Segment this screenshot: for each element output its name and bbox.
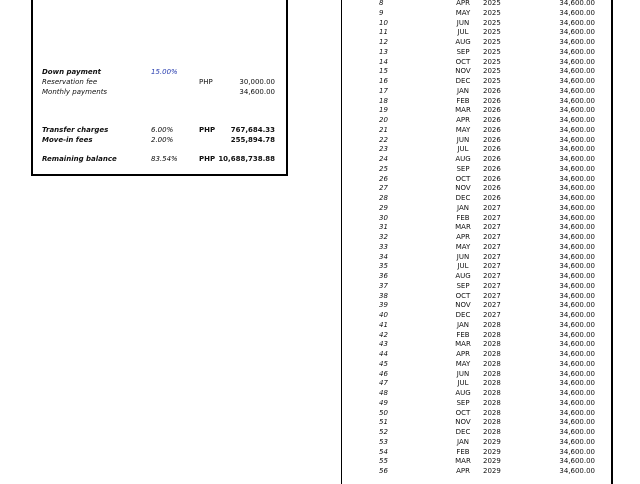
installment-month: DEC (455, 77, 471, 85)
installment-year: 2027 (483, 311, 501, 319)
remaining-balance-currency: PHP (199, 155, 216, 163)
schedule-row (342, 116, 611, 126)
installment-year: 2028 (483, 359, 501, 368)
installment-amount: 34,600.00 (559, 116, 595, 124)
schedule-row (342, 67, 611, 77)
installment-amount: 34,600.00 (559, 213, 595, 222)
installment-number: 53 (379, 437, 388, 446)
installment-month: FEB (456, 330, 470, 339)
installment-year: 2027 (483, 242, 501, 251)
installment-year: 2029 (483, 447, 501, 456)
installment-month: JAN (457, 86, 469, 95)
installment-amount: 34,600.00 (559, 408, 595, 417)
installment-number: 32 (379, 233, 388, 241)
schedule-row (342, 77, 611, 87)
installment-number: 49 (379, 398, 388, 407)
installment-number: 48 (379, 389, 388, 397)
down-payment-pct[interactable]: 15.00% (151, 68, 178, 76)
installment-month: SEP (456, 398, 470, 407)
installment-number: 26 (379, 174, 388, 183)
installment-number: 23 (379, 145, 388, 154)
installment-year: 2028 (483, 320, 501, 329)
installment-number: 36 (379, 272, 388, 280)
schedule-row (342, 301, 611, 311)
installment-year: 2025 (483, 18, 501, 27)
installment-month: SEP (456, 281, 470, 290)
installment-year: 2027 (483, 213, 501, 222)
installment-year: 2028 (483, 428, 501, 436)
installment-year: 2026 (483, 106, 501, 115)
installment-month: OCT (455, 174, 471, 183)
installment-number: 8 (379, 0, 384, 7)
down-payment-label: Down payment (42, 68, 101, 76)
installment-month: APR (456, 233, 470, 241)
installment-year: 2025 (483, 47, 501, 56)
installment-month: JUL (457, 262, 469, 271)
installment-number: 54 (379, 447, 388, 456)
payment-summary-box (31, 0, 288, 176)
installment-number: 15 (379, 67, 388, 76)
installment-number: 34 (379, 252, 388, 261)
installment-month: AUG (455, 155, 471, 163)
installment-year: 2025 (483, 57, 501, 66)
installment-month: MAY (455, 8, 471, 17)
installment-amount: 34,600.00 (559, 125, 595, 134)
schedule-row (342, 467, 611, 477)
installment-number: 10 (379, 18, 388, 27)
move-in-fees-pct: 2.00% (151, 136, 174, 144)
installment-year: 2028 (483, 389, 501, 397)
installment-month: SEP (456, 164, 470, 173)
schedule-row (342, 253, 611, 263)
transfer-charges-label: Transfer charges (42, 126, 109, 134)
installment-number: 37 (379, 281, 388, 290)
installment-amount: 34,600.00 (559, 184, 595, 193)
installment-month: FEB (456, 96, 470, 105)
schedule-row (342, 379, 611, 389)
payment-schedule-frame (341, 0, 613, 484)
installment-year: 2029 (483, 457, 501, 466)
schedule-row (342, 350, 611, 360)
installment-number: 30 (379, 213, 388, 222)
installment-amount: 34,600.00 (559, 359, 595, 368)
installment-year: 2029 (483, 467, 501, 475)
installment-number: 40 (379, 311, 388, 319)
installment-number: 9 (379, 8, 384, 17)
installment-year: 2025 (483, 0, 501, 7)
installment-year: 2026 (483, 86, 501, 95)
installment-amount: 34,600.00 (559, 135, 595, 144)
installment-amount: 34,600.00 (559, 18, 595, 27)
installment-amount: 34,600.00 (559, 281, 595, 290)
installment-year: 2027 (483, 301, 501, 310)
installment-month: FEB (456, 213, 470, 222)
installment-year: 2027 (483, 223, 501, 232)
schedule-row (342, 214, 611, 224)
schedule-row (342, 184, 611, 194)
installment-year: 2028 (483, 369, 501, 378)
installment-number: 52 (379, 428, 388, 436)
installment-number: 17 (379, 86, 388, 95)
installment-number: 38 (379, 291, 388, 300)
installment-number: 20 (379, 116, 388, 124)
installment-year: 2028 (483, 408, 501, 417)
installment-month: JUL (457, 379, 469, 388)
schedule-row (342, 448, 611, 458)
schedule-row (342, 19, 611, 29)
installment-number: 22 (379, 135, 388, 144)
schedule-row (342, 194, 611, 204)
schedule-row (342, 331, 611, 341)
installment-month: JUN (456, 135, 470, 144)
installment-month: MAY (455, 242, 471, 251)
payment-schedule-table (342, 0, 611, 477)
installment-amount: 34,600.00 (559, 437, 595, 446)
installment-number: 16 (379, 77, 388, 85)
schedule-row (342, 155, 611, 165)
move-in-fees-label: Move-in fees (42, 136, 93, 144)
installment-amount: 34,600.00 (559, 369, 595, 378)
installment-month: NOV (455, 301, 471, 310)
installment-month: APR (456, 350, 470, 358)
installment-year: 2026 (483, 135, 501, 144)
schedule-row (342, 292, 611, 302)
transfer-charges-pct: 6.00% (151, 126, 174, 134)
monthly-payments-amount: 34,600.00 (239, 88, 275, 96)
schedule-row (342, 145, 611, 155)
installment-month: DEC (455, 194, 471, 202)
remaining-balance-amount: 10,688,738.88 (218, 155, 275, 163)
installment-year: 2028 (483, 418, 501, 427)
installment-number: 18 (379, 96, 388, 105)
installment-number: 28 (379, 194, 388, 202)
schedule-row (342, 106, 611, 116)
schedule-row (342, 262, 611, 272)
installment-amount: 34,600.00 (559, 301, 595, 310)
reservation-fee-label: Reservation fee (42, 78, 98, 86)
installment-month: APR (456, 467, 470, 475)
installment-amount: 34,600.00 (559, 194, 595, 202)
installment-year: 2028 (483, 330, 501, 339)
installment-amount: 34,600.00 (559, 155, 595, 163)
installment-year: 2025 (483, 77, 501, 85)
installment-number: 47 (379, 379, 388, 388)
schedule-row (342, 418, 611, 428)
transfer-charges-currency: PHP (199, 126, 216, 134)
schedule-row (342, 9, 611, 19)
schedule-row (342, 243, 611, 253)
installment-amount: 34,600.00 (559, 203, 595, 212)
installment-year: 2027 (483, 203, 501, 212)
installment-year: 2026 (483, 125, 501, 134)
installment-number: 44 (379, 350, 388, 358)
installment-number: 41 (379, 320, 388, 329)
schedule-row (342, 428, 611, 438)
schedule-row (342, 204, 611, 214)
installment-number: 56 (379, 467, 388, 475)
installment-year: 2026 (483, 184, 501, 193)
installment-amount: 34,600.00 (559, 47, 595, 56)
schedule-row (342, 97, 611, 107)
schedule-row (342, 321, 611, 331)
installment-month: DEC (455, 428, 471, 436)
remaining-balance-label: Remaining balance (42, 155, 117, 163)
installment-amount: 34,600.00 (559, 223, 595, 232)
installment-amount: 34,600.00 (559, 311, 595, 319)
schedule-row (342, 28, 611, 38)
installment-amount: 34,600.00 (559, 467, 595, 475)
schedule-row (342, 340, 611, 350)
installment-amount: 34,600.00 (559, 340, 595, 349)
installment-amount: 34,600.00 (559, 447, 595, 456)
installment-year: 2027 (483, 291, 501, 300)
installment-amount: 34,600.00 (559, 28, 595, 37)
installment-month: AUG (455, 38, 471, 46)
installment-number: 43 (379, 340, 388, 349)
installment-number: 45 (379, 359, 388, 368)
installment-amount: 34,600.00 (559, 389, 595, 397)
installment-year: 2027 (483, 272, 501, 280)
installment-year: 2025 (483, 28, 501, 37)
installment-number: 50 (379, 408, 388, 417)
installment-number: 24 (379, 155, 388, 163)
installment-amount: 34,600.00 (559, 8, 595, 17)
installment-month: OCT (455, 408, 471, 417)
installment-month: JUL (457, 28, 469, 37)
schedule-row (342, 457, 611, 467)
installment-number: 25 (379, 164, 388, 173)
installment-year: 2028 (483, 379, 501, 388)
installment-month: JUN (456, 18, 470, 27)
installment-month: JUN (456, 252, 470, 261)
installment-month: MAR (455, 457, 471, 466)
schedule-row (342, 438, 611, 448)
installment-number: 46 (379, 369, 388, 378)
installment-year: 2026 (483, 194, 501, 202)
installment-number: 11 (379, 28, 388, 37)
installment-amount: 34,600.00 (559, 67, 595, 76)
installment-year: 2025 (483, 38, 501, 46)
installment-month: AUG (455, 272, 471, 280)
schedule-row (342, 136, 611, 146)
installment-number: 13 (379, 47, 388, 56)
installment-amount: 34,600.00 (559, 96, 595, 105)
installment-month: JUL (457, 145, 469, 154)
schedule-row (342, 311, 611, 321)
installment-month: MAY (455, 359, 471, 368)
installment-number: 33 (379, 242, 388, 251)
reservation-fee-amount: 30,000.00 (239, 78, 275, 86)
remaining-balance-pct: 83.54% (151, 155, 178, 163)
installment-amount: 34,600.00 (559, 320, 595, 329)
installment-year: 2027 (483, 281, 501, 290)
installment-month: JAN (457, 437, 469, 446)
installment-number: 14 (379, 57, 388, 66)
installment-number: 12 (379, 38, 388, 46)
installment-amount: 34,600.00 (559, 106, 595, 115)
installment-amount: 34,600.00 (559, 0, 595, 7)
installment-year: 2026 (483, 96, 501, 105)
schedule-row (342, 399, 611, 409)
installment-year: 2027 (483, 252, 501, 261)
installment-year: 2026 (483, 174, 501, 183)
installment-month: MAR (455, 340, 471, 349)
installment-amount: 34,600.00 (559, 38, 595, 46)
installment-year: 2026 (483, 155, 501, 163)
installment-year: 2027 (483, 262, 501, 271)
installment-month: OCT (455, 57, 471, 66)
installment-number: 31 (379, 223, 388, 232)
installment-month: JUN (456, 369, 470, 378)
installment-month: MAR (455, 106, 471, 115)
installment-number: 19 (379, 106, 388, 115)
installment-number: 29 (379, 203, 388, 212)
installment-year: 2026 (483, 145, 501, 154)
installment-month: APR (456, 116, 470, 124)
installment-month: OCT (455, 291, 471, 300)
schedule-row (342, 126, 611, 136)
schedule-row (342, 165, 611, 175)
installment-number: 55 (379, 457, 388, 466)
installment-year: 2025 (483, 8, 501, 17)
installment-year: 2029 (483, 437, 501, 446)
installment-number: 35 (379, 262, 388, 271)
schedule-row (342, 233, 611, 243)
installment-amount: 34,600.00 (559, 233, 595, 241)
installment-month: NOV (455, 418, 471, 427)
installment-amount: 34,600.00 (559, 262, 595, 271)
installment-month: FEB (456, 447, 470, 456)
installment-amount: 34,600.00 (559, 57, 595, 66)
schedule-row (342, 87, 611, 97)
installment-amount: 34,600.00 (559, 86, 595, 95)
schedule-row (342, 223, 611, 233)
installment-amount: 34,600.00 (559, 272, 595, 280)
schedule-row (342, 370, 611, 380)
schedule-row (342, 282, 611, 292)
installment-month: JAN (457, 320, 469, 329)
installment-month: MAY (455, 125, 471, 134)
installment-month: NOV (455, 67, 471, 76)
installment-month: AUG (455, 389, 471, 397)
installment-month: SEP (456, 47, 470, 56)
installment-amount: 34,600.00 (559, 77, 595, 85)
installment-year: 2028 (483, 340, 501, 349)
installment-amount: 34,600.00 (559, 252, 595, 261)
installment-amount: 34,600.00 (559, 398, 595, 407)
installment-number: 42 (379, 330, 388, 339)
installment-year: 2026 (483, 164, 501, 173)
installment-year: 2027 (483, 233, 501, 241)
schedule-row (342, 38, 611, 48)
transfer-charges-amount: 767,684.33 (230, 126, 275, 134)
installment-month: NOV (455, 184, 471, 193)
installment-month: JAN (457, 203, 469, 212)
schedule-row (342, 175, 611, 185)
move-in-fees-amount: 255,894.78 (230, 136, 275, 144)
schedule-row (342, 409, 611, 419)
schedule-row (342, 0, 611, 9)
installment-amount: 34,600.00 (559, 379, 595, 388)
installment-number: 27 (379, 184, 388, 193)
installment-amount: 34,600.00 (559, 164, 595, 173)
installment-amount: 34,600.00 (559, 145, 595, 154)
installment-amount: 34,600.00 (559, 457, 595, 466)
installment-year: 2026 (483, 116, 501, 124)
installment-number: 39 (379, 301, 388, 310)
installment-year: 2028 (483, 398, 501, 407)
schedule-row (342, 389, 611, 399)
installment-amount: 34,600.00 (559, 242, 595, 251)
reservation-fee-currency: PHP (199, 78, 213, 86)
installment-year: 2028 (483, 350, 501, 358)
installment-number: 21 (379, 125, 388, 134)
schedule-row (342, 272, 611, 282)
installment-month: MAR (455, 223, 471, 232)
installment-month: DEC (455, 311, 471, 319)
installment-year: 2025 (483, 67, 501, 76)
installment-amount: 34,600.00 (559, 291, 595, 300)
installment-amount: 34,600.00 (559, 418, 595, 427)
schedule-row (342, 58, 611, 68)
installment-amount: 34,600.00 (559, 428, 595, 436)
installment-amount: 34,600.00 (559, 330, 595, 339)
monthly-payments-label: Monthly payments (42, 88, 108, 96)
installment-month: APR (456, 0, 470, 7)
installment-amount: 34,600.00 (559, 350, 595, 358)
schedule-row (342, 360, 611, 370)
schedule-row (342, 48, 611, 58)
installment-amount: 34,600.00 (559, 174, 595, 183)
installment-number: 51 (379, 418, 388, 427)
